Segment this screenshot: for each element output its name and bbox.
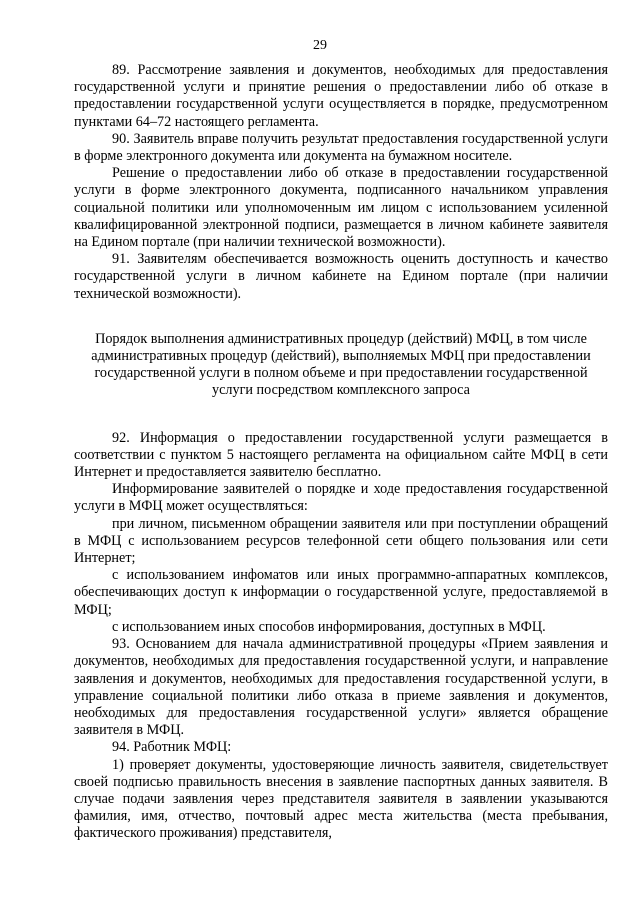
paragraph-91: 91. Заявителям обеспечивается возможность оценить доступность и качество государственной услуги в личном кабинете на Едином портале (при наличии технической возможности). [74,251,608,302]
paragraph-93: 93. Основанием для начала административной процедуры «Прием заявления и документов, необходимых для предоставления государственной услуги, и направление заявления и документов, необходимых для предоставления государственной услуги, в управление социальной политики либо отказа в приеме заявления и документов, необходимых для предоставления государственной услуги» является обращение заявителя в МФЦ. [74,636,608,739]
paragraph-informing: Информирование заявителей о порядке и ходе предоставления государственной услуги в МФЦ может осуществляться: [74,481,608,515]
paragraph-90: 90. Заявитель вправе получить результат предоставления государственной услуги в форме электронного документа или документа на бумажном носителе. [74,130,608,165]
section-heading: Порядок выполнения административных процедур (действий) МФЦ, в том числе административных процедур (действий), выполняемых МФЦ при предоставлении государственной услуги в полном объеме и при предоставлении государственной услуги посредством комплексного запроса [91,330,591,399]
paragraph-94-item-1: 1) проверяет документы, удостоверяющие личность заявителя, свидетельствует своей подписью правильность внесения в заявление паспортных данных заявителя. В случае подачи заявления через представителя заявителя в заявлении указываются фамилия, имя, отчество, почтовый адрес места жительства (места пребывания, фактического проживания) представителя, [74,756,608,842]
paragraph-94: 94. Работник МФЦ: [112,739,232,756]
list-item-other-ways: с использованием иных способов информирования, доступных в МФЦ. [112,618,546,635]
paragraph-92: 92. Информация о предоставлении государственной услуги размещается в соответствии с пунктом 5 настоящего регламента на официальном сайте МФЦ в сети Интернет и предоставляется заявителю бесплатно. [74,429,608,481]
paragraph-90-decision: Решение о предоставлении либо об отказе в предоставлении государственной услуги в форме электронного документа, подписанного начальником управления социальной политики или уполномоченным им лицом с использованием усиленной квалифицированной электронной подписи, размещается в личном кабинете заявителя на Едином портале (при наличии технической возможности). [74,165,608,251]
list-item-personal-request: при личном, письменном обращении заявителя или при поступлении обращений в МФЦ с использованием ресурсов телефонной сети общего пользования или сети Интернет; [74,515,608,567]
list-item-infomats: с использованием инфоматов или иных программно-аппаратных комплексов, обеспечивающих доступ к информации о государственной услуге, предоставляемой в МФЦ; [74,567,608,618]
paragraph-89: 89. Рассмотрение заявления и документов, необходимых для предоставления государственной услуги и принятие решения о предоставлении либо об отказе в предоставлении государственной услуги осуществляется в порядке, предусмотренном пунктами 64–72 настоящего регламента. [74,62,608,130]
page-number: 29 [313,38,327,53]
document-body [74,62,608,843]
